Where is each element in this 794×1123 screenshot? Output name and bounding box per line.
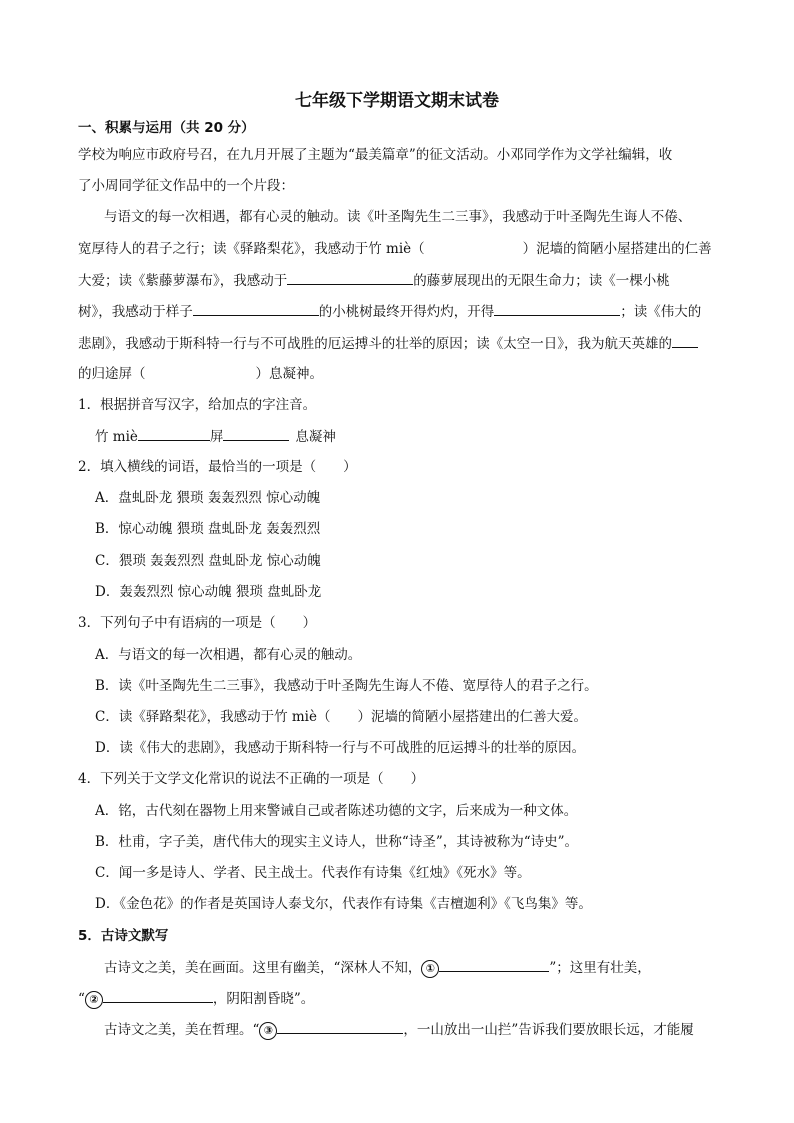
q1-item-label: 息凝神 bbox=[295, 429, 336, 445]
passage-text: ）泥墙的简陋小屋搭建出的仁善 bbox=[522, 241, 712, 257]
passage-text: 的小桃树最终开得灼灼，开得 bbox=[318, 304, 495, 320]
question-4-stem: 4．下列关于文学文化常识的说法不正确的一项是（ ） bbox=[78, 771, 425, 787]
question-3-stem: 3．下列句子中有语病的一项是（ ） bbox=[78, 615, 317, 631]
question-4-option-b[interactable]: B．杜甫，字子美，唐代伟大的现实主义诗人，世称“诗圣”，其诗被称为“诗史”。 bbox=[95, 834, 579, 850]
fill-blank[interactable] bbox=[494, 301, 620, 316]
q5-text: ，一山放出一山拦”告诉我们要放眼长远，才能履 bbox=[403, 1022, 694, 1038]
q1-item-label: 竹 miè bbox=[95, 429, 138, 445]
number-1-marker: ① bbox=[421, 960, 439, 978]
passage-text: 的归途屏（ bbox=[78, 366, 146, 382]
question-4-option-d[interactable]: D．《金色花》的作者是英国诗人泰戈尔，代表作有诗集《吉檀迦利》《飞鸟集》等。 bbox=[95, 896, 592, 912]
fill-blank[interactable] bbox=[193, 301, 319, 316]
question-3-option-a[interactable]: A．与语文的每一次相遇，都有心灵的触动。 bbox=[95, 647, 362, 663]
passage-line-3 bbox=[78, 270, 670, 291]
fill-blank[interactable] bbox=[287, 270, 413, 285]
q5-text: ，阴阳割昏晓”。 bbox=[212, 991, 315, 1007]
q5-text: 古诗文之美，美在哲理。“ bbox=[104, 1022, 260, 1038]
question-1-answers bbox=[95, 426, 336, 447]
passage-text: 悲剧》，我感动于斯科特一行与不可战胜的厄运搏斗的壮举的原因；读《太空一日》，我为航天英雄的 bbox=[78, 336, 672, 352]
question-2-option-b[interactable]: B．惊心动魄 猥琐 盘虬卧龙 轰轰烈烈 bbox=[95, 521, 321, 537]
intro-line-1: 学校为响应市政府号召，在九月开展了主题为“最美篇章”的征文活动。小邓同学作为文学社编辑，收 bbox=[78, 147, 673, 163]
number-3-marker: ③ bbox=[259, 1022, 277, 1040]
passage-text: 宽厚待人的君子之行；读《驿路梨花》，我感动于竹 miè（ bbox=[78, 241, 425, 257]
section-heading: 一、积累与运用（共 20 分） bbox=[78, 120, 255, 136]
intro-line-2: 了小周同学征文作品中的一个片段： bbox=[78, 178, 294, 194]
question-2-option-c[interactable]: C．猥琐 轰轰烈烈 盘虬卧龙 惊心动魄 bbox=[95, 553, 321, 569]
question-3-option-d[interactable]: D．读《伟大的悲剧》，我感动于斯科特一行与不可战胜的厄运搏斗的壮举的原因。 bbox=[95, 740, 586, 756]
passage-text: 树》，我感动于样子 bbox=[78, 304, 193, 320]
q5-text: 古诗文之美，美在画面。这里有幽美，“深林人不知， bbox=[104, 960, 422, 976]
passage-text: 的藤萝展现出的无限生命力；读《一棵小桃 bbox=[413, 273, 670, 289]
passage-line-5 bbox=[78, 333, 698, 354]
question-2-option-d[interactable]: D．轰轰烈烈 惊心动魄 猥琐 盘虬卧龙 bbox=[95, 584, 322, 600]
passage-text: 大爱；读《紫藤萝瀑布》，我感动于 bbox=[78, 273, 288, 289]
fill-blank[interactable] bbox=[439, 957, 549, 972]
question-5-line-2 bbox=[78, 988, 314, 1009]
fill-blank[interactable] bbox=[223, 426, 289, 441]
question-4-option-c[interactable]: C．闻一多是诗人、学者、民主战士。代表作有诗集《红烛》《死水》等。 bbox=[95, 865, 531, 881]
fill-blank[interactable] bbox=[277, 1019, 403, 1034]
fill-blank[interactable] bbox=[138, 426, 210, 441]
passage-line-2 bbox=[78, 239, 712, 259]
passage-line-6 bbox=[78, 364, 323, 384]
passage-text: ）息凝神。 bbox=[255, 366, 323, 382]
question-3-option-c[interactable]: C．读《驿路梨花》，我感动于竹 miè（ ）泥墙的简陋小屋搭建出的仁善大爱。 bbox=[95, 709, 587, 725]
question-2-stem: 2．填入横线的词语，最恰当的一项是（ ） bbox=[78, 459, 357, 475]
question-1-stem: 1．根据拼音写汉字，给加点的字注音。 bbox=[78, 397, 317, 413]
q5-text: ”；这里有壮美， bbox=[549, 960, 651, 976]
passage-line-1: 与语文的每一次相遇，都有心灵的触动。读《叶圣陶先生二三事》，我感动于叶圣陶先生诲人不倦、 bbox=[104, 209, 692, 225]
fill-blank[interactable] bbox=[103, 988, 213, 1003]
passage-text: ；读《伟大的 bbox=[620, 304, 702, 320]
question-3-option-b[interactable]: B．读《叶圣陶先生二三事》，我感动于叶圣陶先生诲人不倦、宽厚待人的君子之行。 bbox=[95, 678, 598, 694]
question-2-option-a[interactable]: A．盘虬卧龙 猥琐 轰轰烈烈 惊心动魄 bbox=[95, 490, 321, 506]
passage-line-4 bbox=[78, 301, 701, 322]
q5-text: “ bbox=[78, 991, 85, 1007]
page-title: 七年级下学期语文期末试卷 bbox=[295, 91, 499, 111]
question-5-stem: 5．古诗文默写 bbox=[78, 928, 169, 944]
number-2-marker: ② bbox=[85, 991, 103, 1009]
question-4-option-a[interactable]: A．铭，古代刻在器物上用来警诫自己或者陈述功德的文字，后来成为一种文体。 bbox=[95, 803, 578, 819]
q1-item-label: 屏 bbox=[209, 429, 224, 445]
question-5-line-3 bbox=[104, 1019, 694, 1040]
question-5-line-1 bbox=[104, 957, 651, 978]
fill-blank[interactable] bbox=[672, 333, 698, 348]
